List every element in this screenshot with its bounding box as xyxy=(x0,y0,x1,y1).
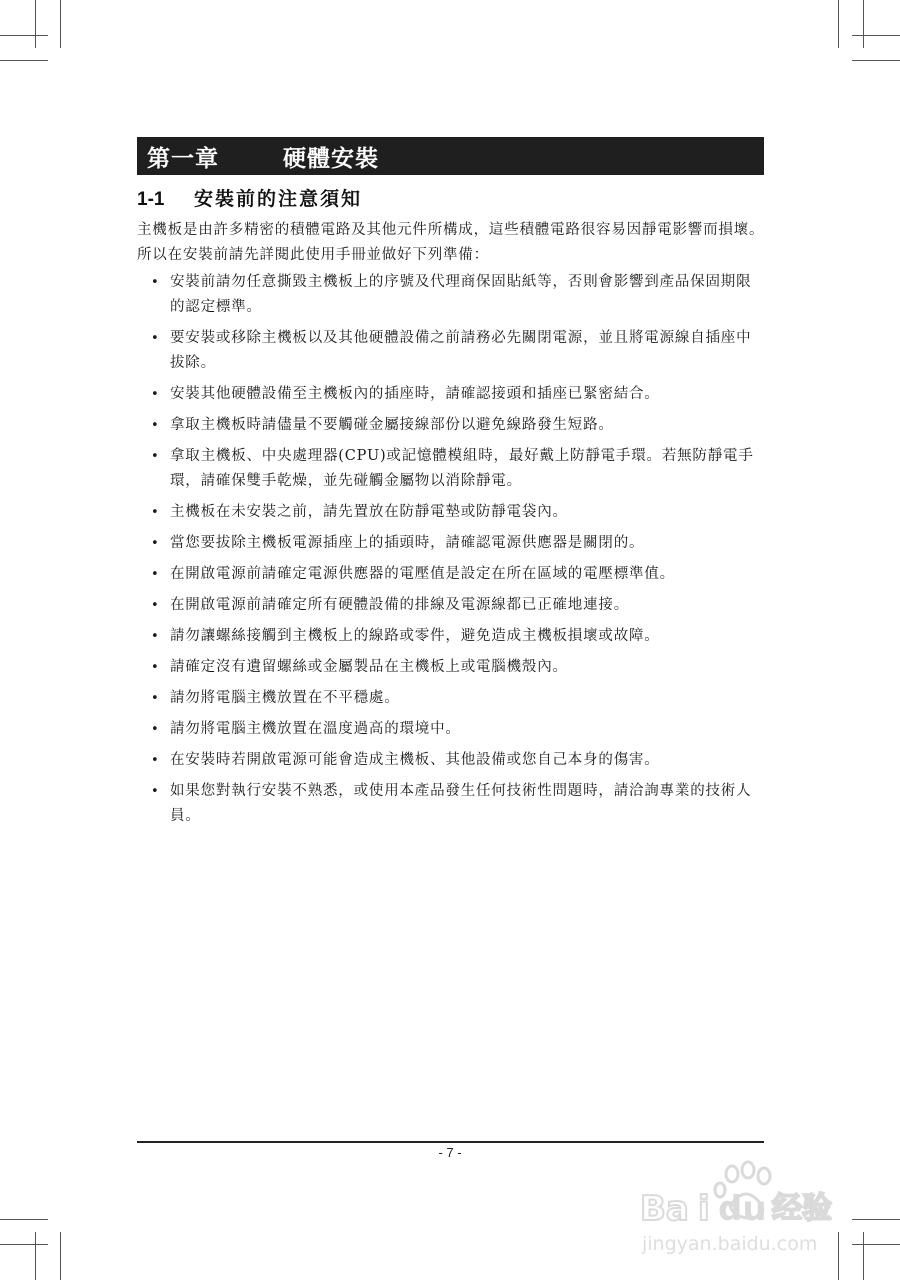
section-heading xyxy=(137,184,362,211)
precaution-item xyxy=(137,500,765,525)
section-number: 1-1 xyxy=(137,189,165,210)
crop-mark-top-left-inner xyxy=(60,0,61,48)
precaution-text: 主機板在未安裝之前，請先置放在防靜電墊或防靜電袋內。 xyxy=(170,504,568,520)
precaution-text: 安裝其他硬體設備至主機板內的插座時，請確認接頭和插座已緊密結合。 xyxy=(170,386,660,402)
crop-mark-top-right xyxy=(863,0,864,48)
precaution-text: 請勿讓螺絲接觸到主機板上的線路或零件，避免造成主機板損壞或故障。 xyxy=(170,628,660,644)
bullet-dot-icon: • xyxy=(151,536,160,551)
intro-paragraph: 主機板是由許多精密的積體電路及其他元件所構成，這些積體電路很容易因靜電影響而損壞。所以在安裝前請先詳閱此使用手冊並做好下列準備： xyxy=(137,222,765,263)
crop-mark-bottom-left-inner-h xyxy=(0,1219,48,1220)
crop-mark-top-left-h xyxy=(0,35,48,36)
bullet-dot-icon: • xyxy=(151,753,160,768)
precaution-text: 請勿將電腦主機放置在溫度過高的環境中。 xyxy=(170,721,461,737)
crop-mark-top-right-h xyxy=(852,35,900,36)
precaution-item xyxy=(137,624,765,649)
crop-mark-bottom-left xyxy=(35,1232,36,1280)
bullet-dot-icon: • xyxy=(151,598,160,613)
precaution-text: 拿取主機板、中央處理器(CPU)或記憶體模組時，最好戴上防靜電手環。若無防靜電手環，請確保雙手乾燥，並先碰觸金屬物以消除靜電。 xyxy=(170,448,754,489)
crop-mark-bottom-right xyxy=(863,1232,864,1280)
precaution-item xyxy=(137,531,765,556)
precaution-text: 當您要拔除主機板電源插座上的插頭時，請確認電源供應器是關閉的。 xyxy=(170,535,645,551)
body-content xyxy=(137,218,765,835)
crop-mark-bottom-left-inner xyxy=(60,1232,61,1280)
crop-mark-top-right-inner xyxy=(838,0,839,48)
precaution-item xyxy=(137,444,765,494)
bullet-dot-icon: • xyxy=(151,660,160,675)
precaution-text: 拿取主機板時請儘量不要觸碰金屬接線部份以避免線路發生短路。 xyxy=(170,417,614,433)
baidu-watermark-logo xyxy=(640,1160,860,1260)
precaution-item xyxy=(137,562,765,587)
precaution-text: 安裝前請勿任意撕毀主機板上的序號及代理商保固貼紙等，否則會影響到產品保固期限的認定標準。 xyxy=(170,274,752,315)
crop-mark-top-left xyxy=(35,0,36,48)
bullet-dot-icon: • xyxy=(151,567,160,582)
precaution-text: 在開啟電源前請確定所有硬體設備的排線及電源線都已正確地連接。 xyxy=(170,597,629,613)
chapter-title: 硬體安裝 xyxy=(283,144,379,172)
svg-text:Ba: Ba xyxy=(640,1189,689,1229)
precaution-item xyxy=(137,748,765,773)
bullet-dot-icon: • xyxy=(151,275,160,290)
svg-text:du: du xyxy=(718,1189,767,1229)
bullet-dot-icon: • xyxy=(151,691,160,706)
crop-mark-top-right-inner-h xyxy=(852,60,900,61)
bullet-dot-icon: • xyxy=(151,784,160,799)
precaution-text: 請確定沒有遺留螺絲或金屬製品在主機板上或電腦機殼內。 xyxy=(170,659,568,675)
bullet-dot-icon: • xyxy=(151,387,160,402)
precaution-item xyxy=(137,717,765,742)
precaution-text: 如果您對執行安裝不熟悉，或使用本產品發生任何技術性問題時，請洽詢專業的技術人員。 xyxy=(170,783,752,824)
precaution-text: 在安裝時若開啟電源可能會造成主機板、其他設備或您自己本身的傷害。 xyxy=(170,752,660,768)
precaution-item xyxy=(137,593,765,618)
precaution-text: 要安裝或移除主機板以及其他硬體設備之前請務必先關閉電源，並且將電源線自插座中拔除。 xyxy=(170,330,752,371)
precaution-text: 在開啟電源前請確定電源供應器的電壓值是設定在所在區域的電壓標準值。 xyxy=(170,566,675,582)
bullet-dot-icon: • xyxy=(151,722,160,737)
section-title: 安裝前的注意須知 xyxy=(194,188,363,210)
page-number: - 7 - xyxy=(438,1145,462,1160)
svg-text:i: i xyxy=(698,1189,710,1229)
footer-rule xyxy=(137,1141,764,1143)
precaution-item xyxy=(137,382,765,407)
watermark-url: jingyan.baidu.com xyxy=(642,1233,818,1255)
bullet-dot-icon: • xyxy=(151,418,160,433)
precaution-item xyxy=(137,779,765,829)
bullet-dot-icon: • xyxy=(151,331,160,346)
crop-mark-top-left-inner-h xyxy=(0,60,48,61)
precaution-item xyxy=(137,326,765,376)
precaution-item xyxy=(137,270,765,320)
chapter-header-bar xyxy=(137,137,764,175)
precaution-text: 請勿將電腦主機放置在不平穩處。 xyxy=(170,690,400,706)
chapter-number: 第一章 xyxy=(147,144,219,172)
crop-mark-bottom-left-h xyxy=(0,1244,48,1245)
precaution-item xyxy=(137,413,765,438)
precaution-item xyxy=(137,655,765,680)
svg-text:经验: 经验 xyxy=(772,1191,832,1226)
bullet-dot-icon: • xyxy=(151,629,160,644)
bullet-dot-icon: • xyxy=(151,505,160,520)
bullet-dot-icon: • xyxy=(151,449,160,464)
precaution-item xyxy=(137,686,765,711)
precaution-list xyxy=(137,270,765,829)
